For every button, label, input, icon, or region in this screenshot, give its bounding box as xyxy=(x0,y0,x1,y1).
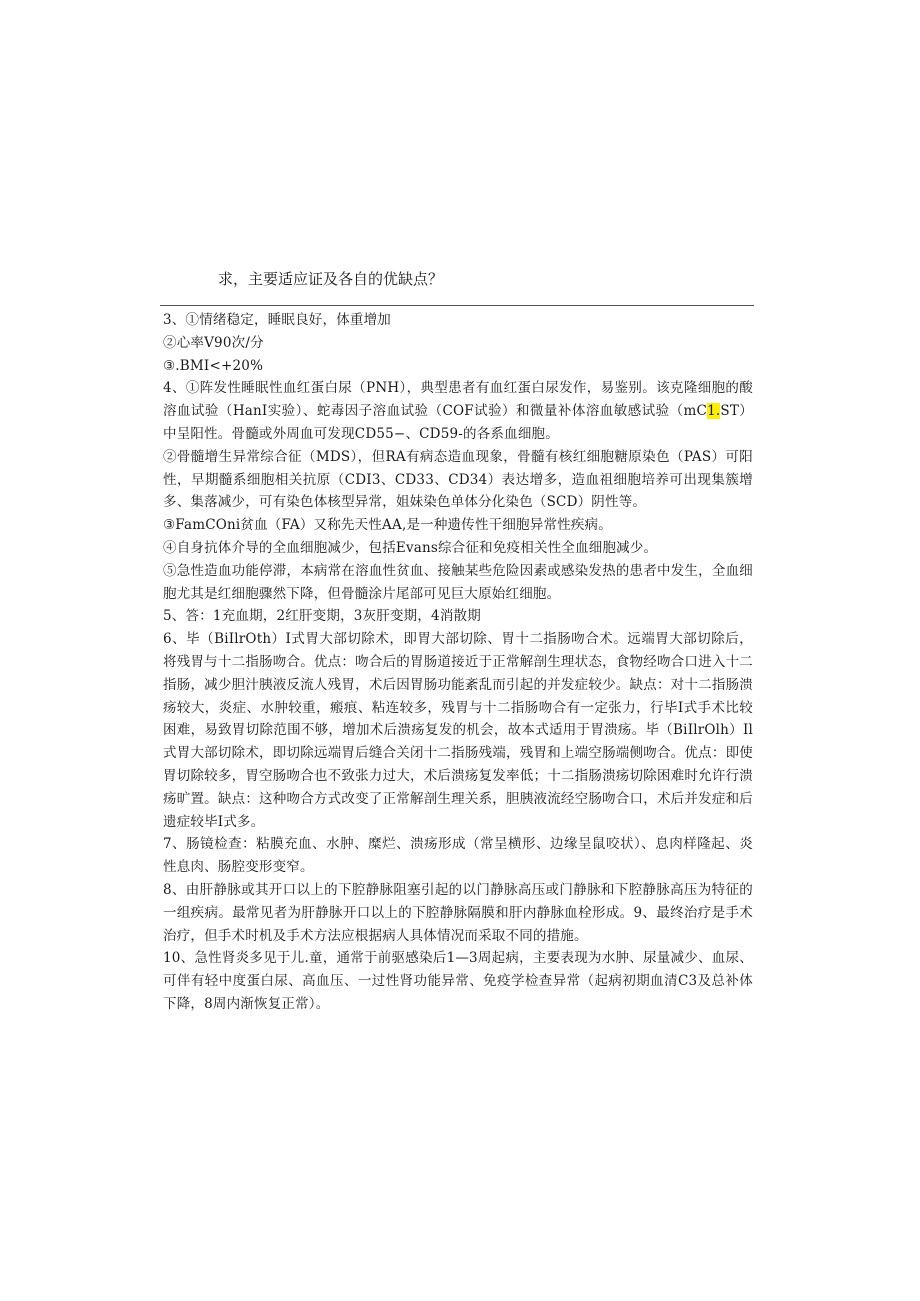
highlighted-text: 1. xyxy=(707,403,721,420)
answer-10: 10、急性肾炎多见于儿.童，通常于前驱感染后1—3周起病，主要表现为水肿、尿量减少、血尿、可伴有轻中度蛋白尿、高血压、一过性肾功能异常、免疫学检查异常（起病初期血清C3及总补体下降，8周内渐恢复正常）。 xyxy=(163,950,753,1012)
answer-body xyxy=(163,309,753,1016)
answer-6: 6、毕（BiIlrOth）I式胃大部切除术，即胃大部切除、胃十二指肠吻合术。远端胃大部切除后，将残胃与十二指肠吻合。优点：吻合后的胃肠道接近于正常解剖生理状态，食物经吻合口进入十二指肠，减少胆汁胰液反流人残胃，术后因胃肠功能紊乱而引起的并发症较少。缺点：对十二指肠溃疡较大，炎症、水肿较重，瘢痕、粘连较多，残胃与十二指肠吻合有一定张力，行毕I式手术比较困难，易致胃切除范围不够，增加术后溃疡复发的机会，故本式适用于胃溃疡。毕（BiIlrOlh）Il式胃大部切除术，即切除远端胃后缝合关闭十二指肠残端，残胃和上端空肠端侧吻合。优点：即使胃切除较多，胃空肠吻合也不致张力过大，术后溃疡复发率低；十二指肠溃疡切除困难时允许行溃疡旷置。缺点：这种吻合方式改变了正常解剖生理关系，胆胰液流经空肠吻合口，术后并发症和后遗症较毕I式多。 xyxy=(163,631,753,830)
answer-5: 5、答：1充血期，2红肝变期，3灰肝变期，4消散期 xyxy=(163,608,481,625)
answer-4-item-1 xyxy=(163,377,753,445)
question-fragment: 求，主要适应证及各自的优缺点？ xyxy=(218,270,444,288)
answer-4-item-1-tail: ST）中呈阳性。骨髓或外周血可发现CD55−、CD59-的各系血细胞。 xyxy=(163,403,753,442)
answer-3-item-2: ②心率V90次/分 xyxy=(163,334,264,351)
horizontal-divider xyxy=(160,305,754,306)
answer-4-item-5: ⑤急性造血功能停滞，本病常在溶血性贫血、接触某些危险因素或感染发热的患者中发生，全血细胞尤其是红细胞骤然下降，但骨髓涂片尾部可见巨大原始红细胞。 xyxy=(163,562,753,602)
answer-4-item-2: ②骨髓增生异常综合征（MDS），但RA有病态造血现象，骨髓有核红细胞糖原染色（PAS）可阳性，早期髓系细胞相关抗原（CDI3、CD33、CD34）表达增多，造血祖细胞培养可出现集簇增多、集落减少，可有染色体核型异常，姐妹染色单体分化染色（SCD）阴性等。 xyxy=(163,448,753,511)
answer-3-item-3: ③.BMI<+20% xyxy=(163,357,264,374)
answer-7: 7、肠镜检查：粘膜充血、水肿、糜烂、溃疡形成（常呈横形、边缘呈鼠咬状）、息肉样隆起、炎性息肉、肠腔变形变窄。 xyxy=(163,836,753,876)
answer-4-item-3: ③FamCOni贫血（FA）又称先天性AA,是一种遗传性干细胞异常性疾病。 xyxy=(163,517,612,534)
answer-3-item-1: 3、①情绪稳定，睡眠良好，体重增加 xyxy=(163,312,391,328)
answer-4-item-1-text: 4、①阵发性睡眠性血红蛋白尿（PNH），典型患者有血红蛋白尿发作，易鉴别。该克隆细胞的酸溶血试验（HanI实验）、蛇毒因子溶血试验（COF试验）和微量补体溶血敏感试验（mC xyxy=(163,380,753,420)
answer-4-item-4: ④自身抗体介导的全血细胞减少，包括Evans综合征和免疫相关性全血细胞减少。 xyxy=(163,539,658,556)
answer-8-9: 8、由肝静脉或其开口以上的下腔静脉阻塞引起的以门静脉高压或门静脉和下腔静脉高压为特征的一组疾病。最常见者为肝静脉开口以上的下腔静脉隔膜和肝内静脉血栓形成。9、最终治疗是手术治疗，但手术时机及手术方法应根据病人具体情况而采取不同的措施。 xyxy=(163,881,753,944)
